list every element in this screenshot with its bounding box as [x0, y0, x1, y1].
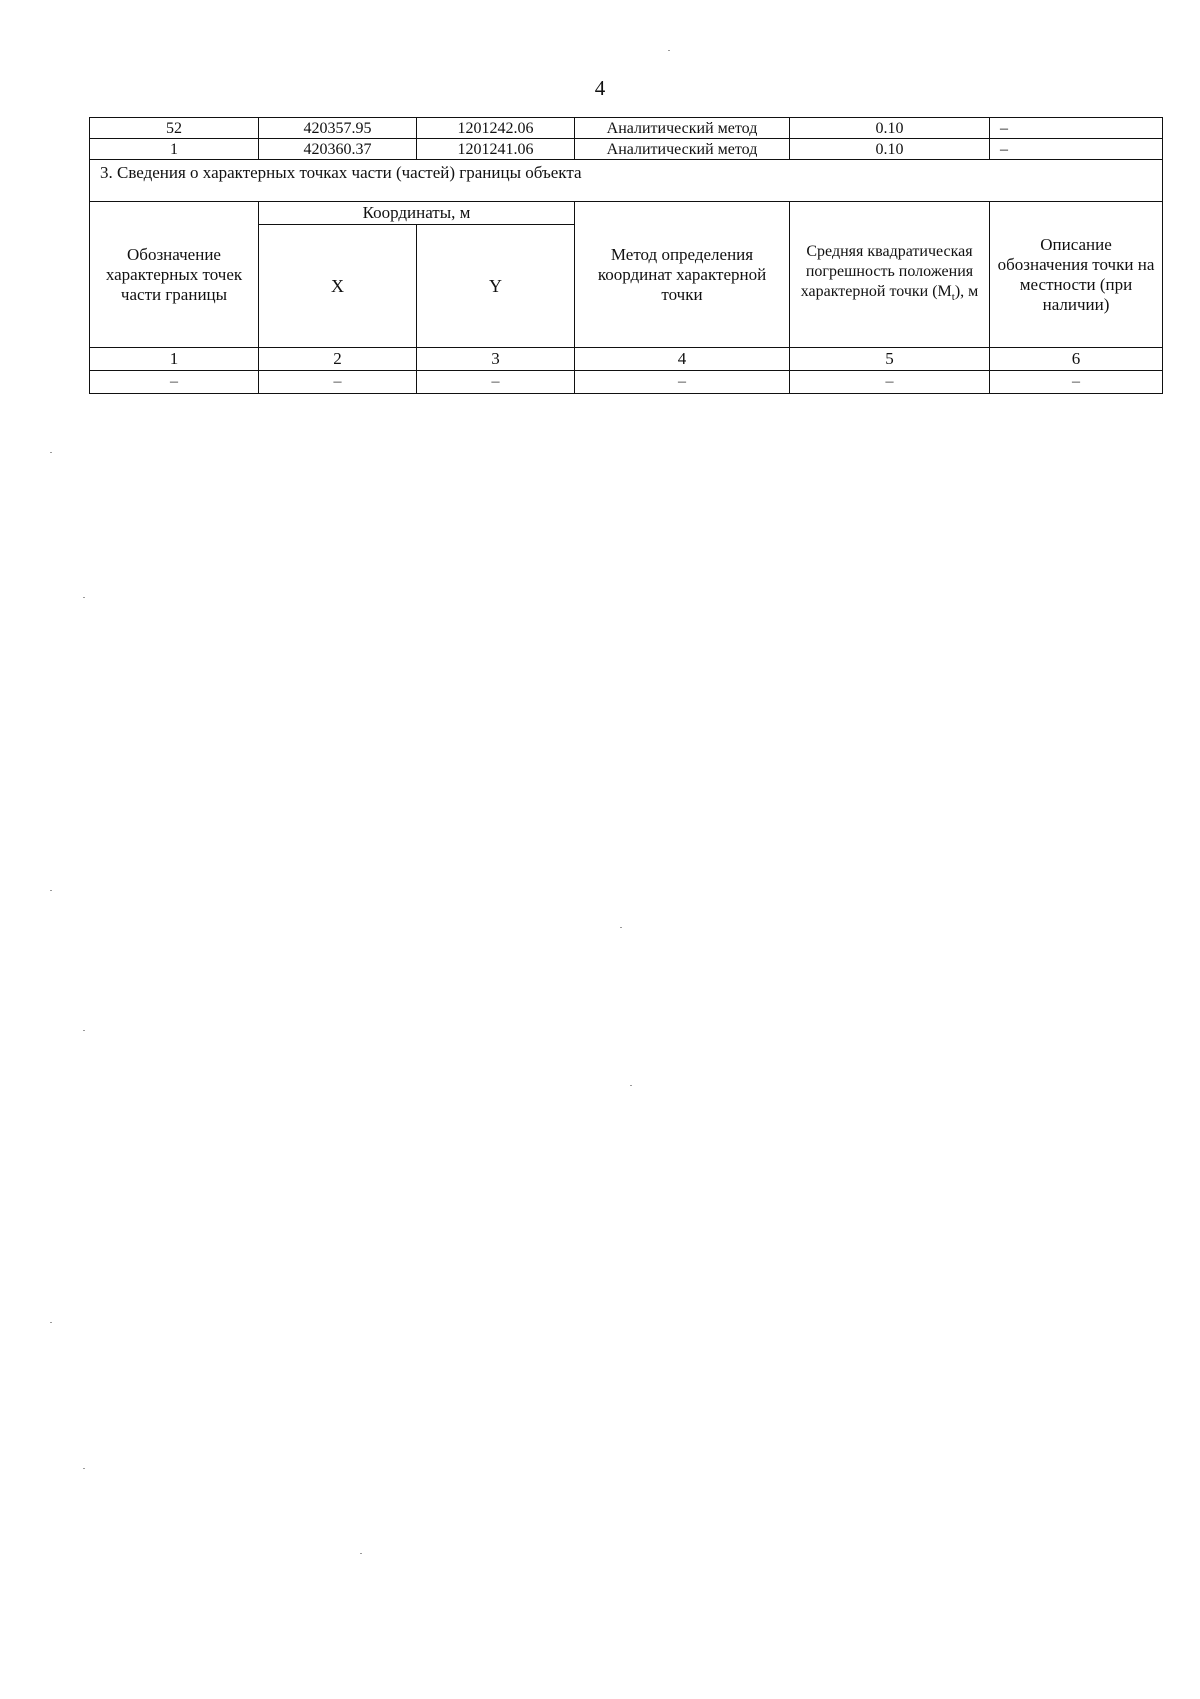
- empty-cell: –: [990, 371, 1163, 394]
- header-point-designation: Обозначение характерных точек части границы: [90, 202, 259, 348]
- section-title: 3. Сведения о характерных точках части (частей) границы объекта: [90, 160, 1163, 202]
- x-cell: 420360.37: [259, 139, 417, 160]
- description-cell: –: [990, 139, 1163, 160]
- coordinates-table: [89, 117, 1163, 394]
- y-cell: 1201241.06: [417, 139, 575, 160]
- method-cell: Аналитический метод: [575, 118, 790, 139]
- header-coordinates: Координаты, м: [259, 202, 575, 225]
- column-number: 5: [790, 348, 990, 371]
- scan-speck: [630, 1085, 632, 1086]
- header-method: Метод определения координат характерной точки: [575, 202, 790, 348]
- header-y: Y: [417, 225, 575, 348]
- scan-speck: [50, 1322, 52, 1323]
- accuracy-cell: 0.10: [790, 118, 990, 139]
- x-cell: 420357.95: [259, 118, 417, 139]
- empty-cell: –: [575, 371, 790, 394]
- y-cell: 1201242.06: [417, 118, 575, 139]
- empty-cell: –: [90, 371, 259, 394]
- header-row: [90, 202, 1163, 225]
- empty-cell: –: [259, 371, 417, 394]
- scan-speck: [83, 1468, 85, 1469]
- section-title-row: [90, 160, 1163, 202]
- point-cell: 52: [90, 118, 259, 139]
- empty-cell: –: [417, 371, 575, 394]
- header-x: X: [259, 225, 417, 348]
- page-number: 4: [594, 76, 606, 100]
- header-accuracy: Средняя квадратическая погрешность положения характерной точки $(M_t)$, м: [790, 202, 990, 348]
- scan-speck: [50, 452, 52, 453]
- description-cell: –: [990, 118, 1163, 139]
- scan-speck: [360, 1553, 362, 1554]
- method-cell: Аналитический метод: [575, 139, 790, 160]
- scan-speck: [50, 890, 52, 891]
- column-number: 3: [417, 348, 575, 371]
- scan-speck: [668, 50, 670, 51]
- scan-speck: [83, 1030, 85, 1031]
- column-number: 2: [259, 348, 417, 371]
- column-number: 1: [90, 348, 259, 371]
- accuracy-cell: 0.10: [790, 139, 990, 160]
- column-number: 6: [990, 348, 1163, 371]
- table-row: [90, 118, 1163, 139]
- scan-speck: [620, 927, 622, 928]
- table-row: [90, 139, 1163, 160]
- point-cell: 1: [90, 139, 259, 160]
- empty-cell: –: [790, 371, 990, 394]
- scan-speck: [83, 597, 85, 598]
- column-numbers-row: [90, 348, 1163, 371]
- column-number: 4: [575, 348, 790, 371]
- header-description: Описание обозначения точки на местности (при наличии): [990, 202, 1163, 348]
- table-row: [90, 371, 1163, 394]
